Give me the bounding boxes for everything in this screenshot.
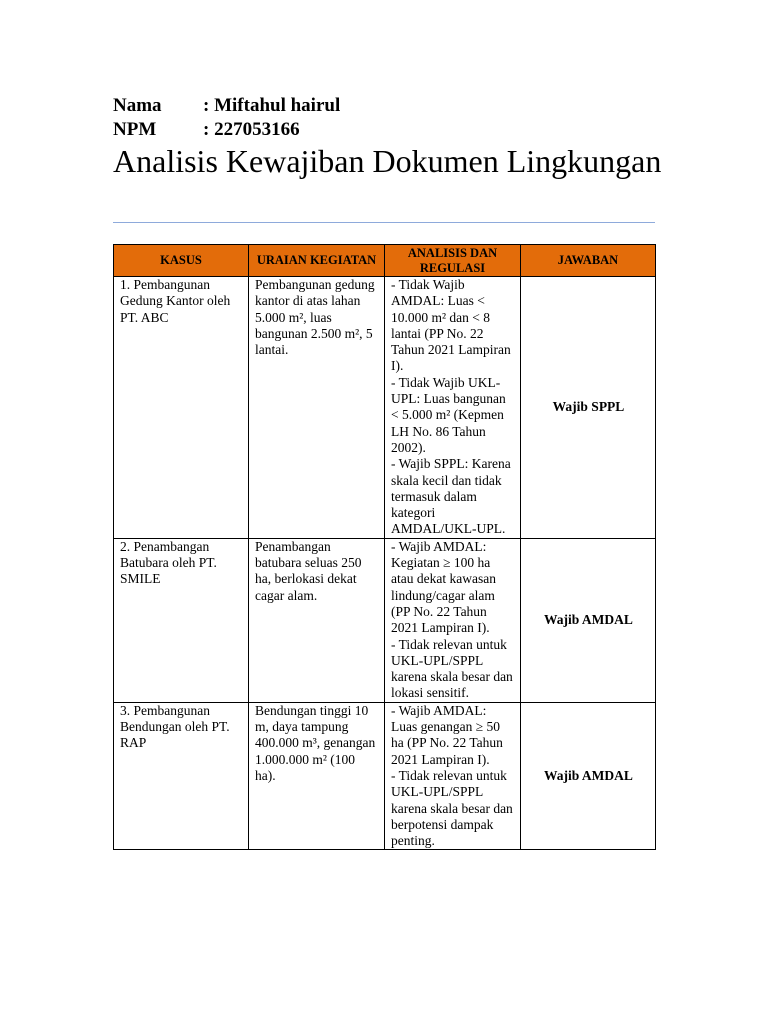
uraian-cell: Penambangan batubara seluas 250 ha, berlokasi dekat cagar alam.	[249, 538, 385, 702]
analysis-table	[113, 244, 656, 850]
jawaban-cell: Wajib SPPL	[521, 277, 656, 539]
analisis-cell: - Wajib AMDAL: Luas genangan ≥ 50 ha (PP No. 22 Tahun 2021 Lampiran I). - Tidak relevan untuk UKL-UPL/SPPL karena skala besar dan berpotensi dampak penting.	[385, 702, 521, 850]
column-header-kasus: KASUS	[114, 245, 249, 277]
table-header-row	[114, 245, 656, 277]
analisis-cell: - Wajib AMDAL: Kegiatan ≥ 100 ha atau dekat kawasan lindung/cagar alam (PP No. 22 Tahun 2021 Lampiran I). - Tidak relevan untuk UKL-UPL/SPPL karena skala besar dan lokasi sensitif.	[385, 538, 521, 702]
jawaban-cell: Wajib AMDAL	[521, 702, 656, 850]
jawaban-cell: Wajib AMDAL	[521, 538, 656, 702]
name-label: Nama	[113, 95, 162, 116]
kasus-cell: 2. Penambangan Batubara oleh PT. SMILE	[114, 538, 249, 702]
kasus-cell: 3. Pembangunan Bendungan oleh PT. RAP	[114, 702, 249, 850]
name-row	[113, 94, 340, 118]
analisis-cell: - Tidak Wajib AMDAL: Luas < 10.000 m² dan < 8 lantai (PP No. 22 Tahun 2021 Lampiran I). - Tidak Wajib UKL-UPL: Luas bangunan < 5.000 m² (Kepmen LH No. 86 Tahun 2002). - Wajib SPPL: Karena skala kecil dan tidak termasuk dalam kategori AMDAL/UKL-UPL.	[385, 277, 521, 539]
column-header-uraian: URAIAN KEGIATAN	[249, 245, 385, 277]
title-divider	[113, 222, 655, 223]
document-title: Analisis Kewajiban Dokumen Lingkungan	[113, 143, 662, 179]
name-value: : Miftahul hairul	[203, 95, 341, 116]
table-row	[114, 702, 656, 850]
column-header-analisis: ANALISIS DAN REGULASI	[385, 245, 521, 277]
table-row	[114, 538, 656, 702]
npm-label: NPM	[113, 119, 157, 140]
uraian-cell: Bendungan tinggi 10 m, daya tampung 400.000 m³, genangan 1.000.000 m² (100 ha).	[249, 702, 385, 850]
column-header-jawaban: JAWABAN	[521, 245, 656, 277]
student-info	[113, 94, 340, 142]
table-row	[114, 277, 656, 539]
npm-row	[113, 118, 340, 142]
npm-value: : 227053166	[203, 119, 300, 140]
kasus-cell: 1. Pembangunan Gedung Kantor oleh PT. ABC	[114, 277, 249, 539]
uraian-cell: Pembangunan gedung kantor di atas lahan 5.000 m², luas bangunan 2.500 m², 5 lantai.	[249, 277, 385, 539]
